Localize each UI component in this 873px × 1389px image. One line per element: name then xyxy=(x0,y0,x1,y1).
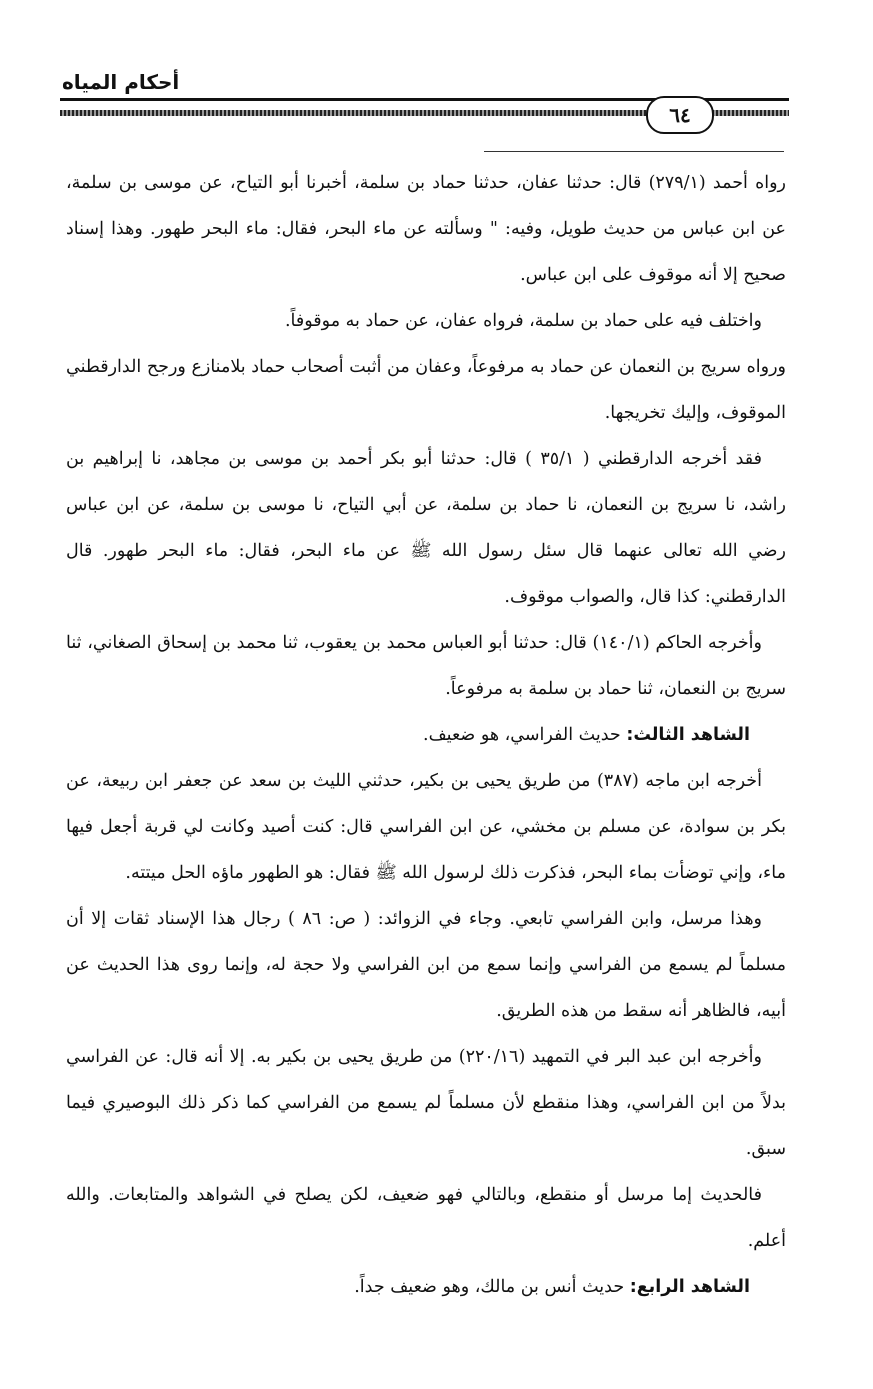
paragraph xyxy=(66,896,786,1034)
paragraph-text: رواه أحمد (٢٧٩/١) قال: حدثنا عفان، حدثنا حماد بن سلمة، أخبرنا أبو التياح، عن موسى بن سلمة، عن ابن عباس من حديث طويل، وفيه: " وسألته عن ماء البحر، فقال: ماء البحر طهور. وهذا إسناد صحيح إلا أنه موقوف على ابن عباس. xyxy=(66,173,786,285)
paragraph-text: واختلف فيه على حماد بن سلمة، فرواه عفان، عن حماد به موقوفاً. xyxy=(284,311,762,331)
paragraph xyxy=(66,160,786,298)
paragraph xyxy=(66,620,786,712)
paragraph xyxy=(66,1034,786,1172)
paragraph-text: وأخرجه الحاكم (١٤٠/١) قال: حدثنا أبو العباس محمد بن يعقوب، ثنا محمد بن إسحاق الصغاني، ثنا سريج بن النعمان، ثنا حماد بن سلمة به مرفوعاً. xyxy=(66,633,786,699)
paragraph-text: وأخرجه ابن عبد البر في التمهيد (٢٢٠/١٦) من طريق يحيى بن بكير به. إلا أنه قال: عن الفراسي بدلاً من ابن الفراسي، وهذا منقطع لأن مسلماً لم يسمع من الفراسي كما ذكر ذلك البوصيري فيما سبق. xyxy=(66,1047,786,1159)
page-number: ٦٤ xyxy=(646,96,714,134)
paragraph-text: وهذا مرسل، وابن الفراسي تابعي. وجاء في الزوائد: ( ص: ٨٦ ) رجال هذا الإسناد ثقات إلا أن مسلماً لم يسمع من الفراسي وإنما سمع من ابن الفراسي ولا حجة له، وإنما روى هذا الحديث عن أبيه، فالظاهر أنه سقط من هذه الطريق. xyxy=(66,909,786,1021)
witness-label: الشاهد الثالث: xyxy=(626,725,750,745)
witness-heading xyxy=(66,712,786,758)
paragraph xyxy=(66,436,786,620)
paragraph-text: حديث الفراسي، هو ضعيف. xyxy=(423,725,621,745)
book-title: أحكام المياه xyxy=(62,70,180,94)
paragraph-text: أخرجه ابن ماجه (٣٨٧) من طريق يحيى بن بكير، حدثني الليث بن سعد عن جعفر ابن ربيعة، عن بكر بن سوادة، عن مسلم بن مخشي، عن ابن الفراسي قال: كنت أصيد وكانت لي قربة أجعل فيها ماء، وإني توضأت بماء البحر، فذكرت ذلك لرسول الله ﷺ فقال: هو الطهور ماؤه الحل ميتته. xyxy=(66,771,786,883)
paragraph xyxy=(66,298,786,344)
paragraph-text: ورواه سريج بن النعمان عن حماد به مرفوعاً، وعفان من أثبت أصحاب حماد بلامنازع ورجح الدارقطني الموقوف، وإليك تخريجها. xyxy=(66,357,786,423)
paragraph xyxy=(66,758,786,896)
paragraph-text: حديث أنس بن مالك، وهو ضعيف جداً. xyxy=(354,1277,625,1297)
paragraph xyxy=(66,344,786,436)
section-rule xyxy=(484,151,784,152)
page-body xyxy=(66,160,786,1310)
witness-label: الشاهد الرابع: xyxy=(629,1277,750,1297)
witness-heading xyxy=(66,1264,786,1310)
paragraph-text: فقد أخرجه الدارقطني ( ٣٥/١ ) قال: حدثنا أبو بكر أحمد بن موسى بن مجاهد، نا إبراهيم بن راشد، نا سريج بن النعمان، نا حماد بن سلمة، عن أبي التياح، نا موسى بن سلمة، عن ابن عباس رضي الله تعالى عنهما قال سئل رسول الله ﷺ عن ماء البحر، فقال: ماء البحر طهور. قال الدارقطني: كذا قال، والصواب موقوف. xyxy=(66,449,786,607)
paragraph xyxy=(66,1172,786,1264)
paragraph-text: فالحديث إما مرسل أو منقطع، وبالتالي فهو ضعيف، لكن يصلح في الشواهد والمتابعات. والله أعلم. xyxy=(66,1185,786,1251)
